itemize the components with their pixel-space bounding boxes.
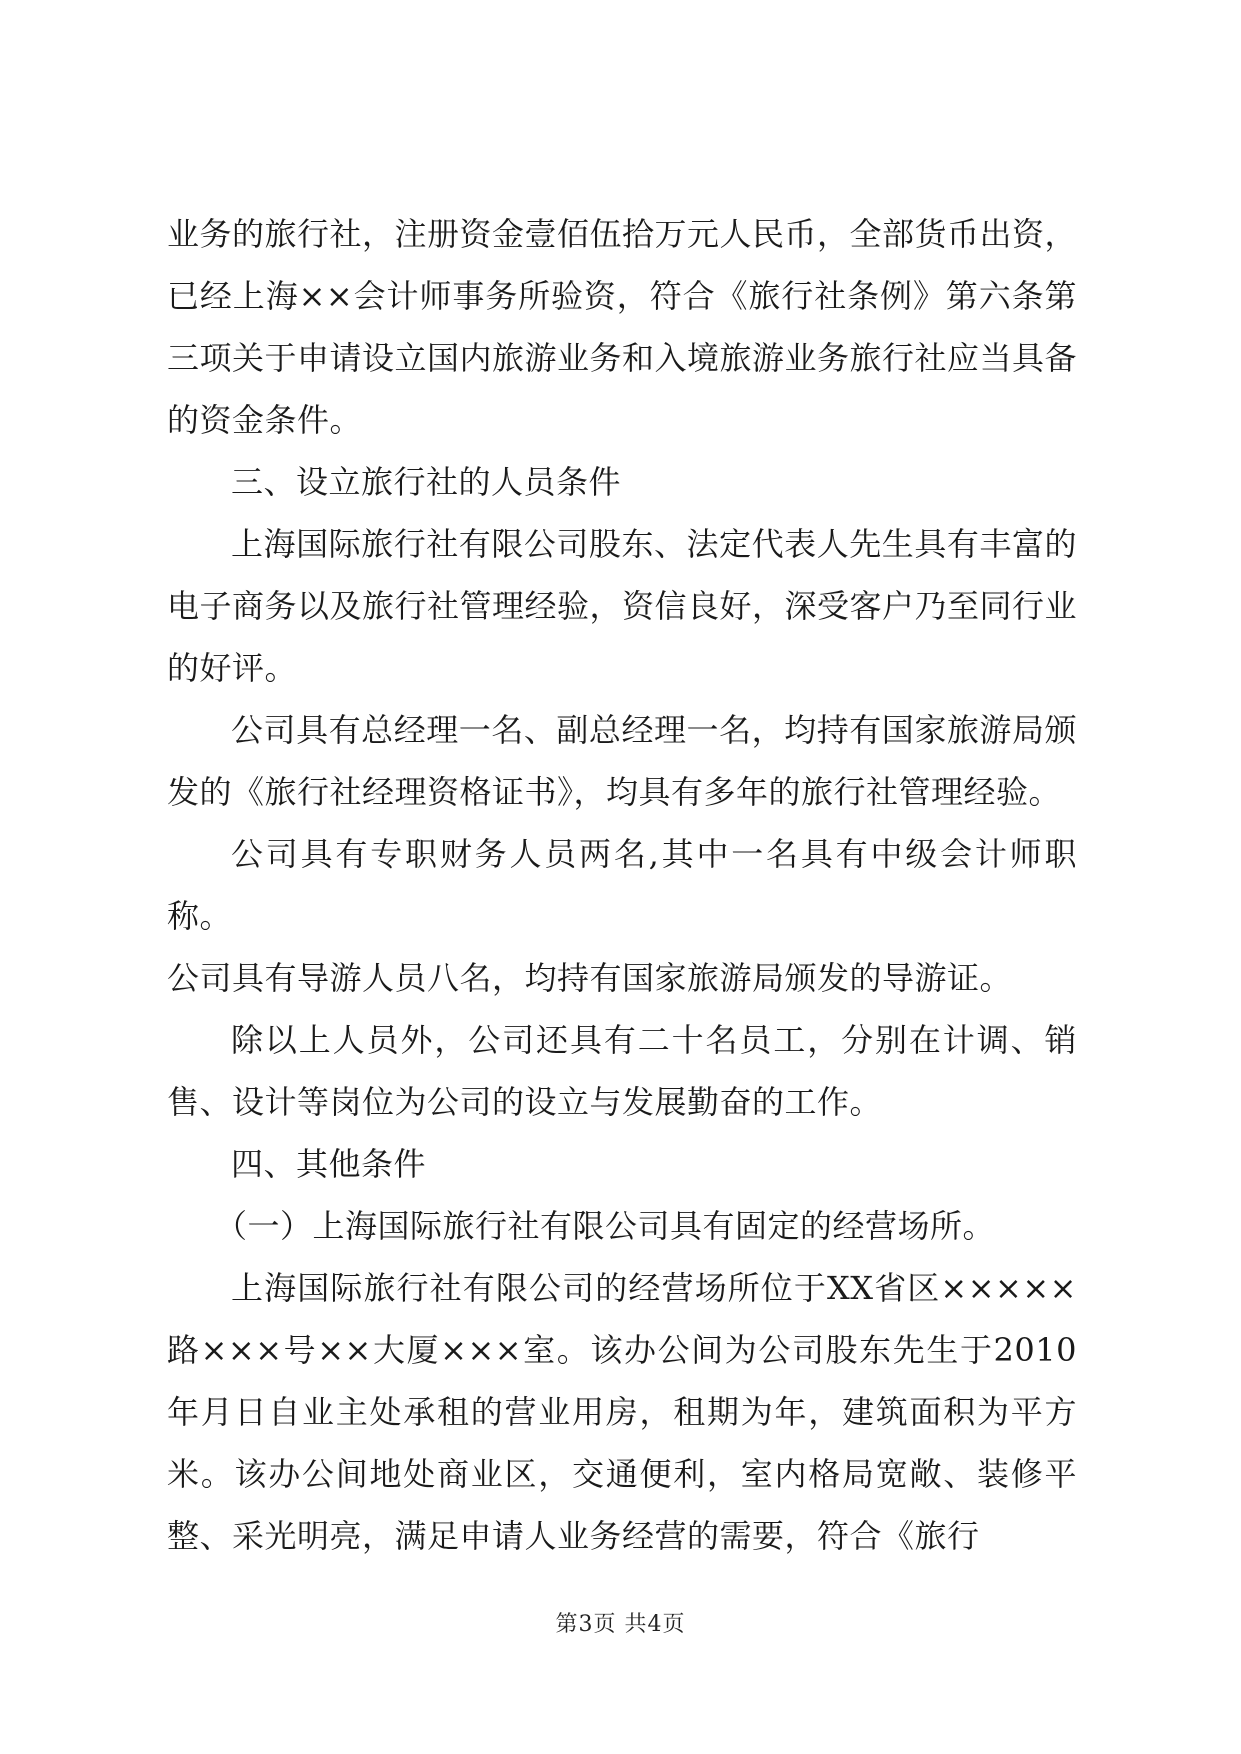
paragraph-finance-staff: 公司具有专职财务人员两名,其中一名具有中级会计师职称。	[167, 835, 1077, 935]
section-heading-other-conditions: 四、其他条件	[231, 1145, 427, 1183]
paragraph-other-staff: 除以上人员外，公司还具有二十名员工，分别在计调、销售、设计等岗位为公司的设立与发展勤奋的工作。	[167, 1021, 1077, 1121]
page-footer: 第3页 共4页	[555, 1612, 686, 1637]
paragraph-premises-details: 上海国际旅行社有限公司的经营场所位于XX省区×××××路×××号××大厦×××室。该办公间为公司股东先生于2010年月日自业主处承租的营业用房，租期为年，建筑面积为平方米。该办公间地处商业区，交通便利，室内格局宽敞、装修平整、采光明亮，满足申请人业务经营的需要，符合《旅行	[167, 1269, 1077, 1555]
paragraph-managers: 公司具有总经理一名、副总经理一名，均持有国家旅游局颁发的《旅行社经理资格证书》，均具有多年的旅行社管理经验。	[167, 711, 1077, 811]
paragraph-tour-guides: 公司具有导游人员八名，均持有国家旅游局颁发的导游证。	[167, 959, 1013, 997]
subsection-heading-premises: （一）上海国际旅行社有限公司具有固定的经营场所。	[215, 1207, 996, 1245]
section-heading-personnel: 三、设立旅行社的人员条件	[231, 463, 622, 501]
paragraph-legal-representative: 上海国际旅行社有限公司股东、法定代表人先生具有丰富的电子商务以及旅行社管理经验，资信良好，深受客户乃至同行业的好评。	[167, 525, 1078, 687]
document-body	[167, 203, 1077, 1567]
paragraph-capital-conditions: 业务的旅行社，注册资金壹佰伍拾万元人民币，全部货币出资，已经上海××会计师事务所验资，符合《旅行社条例》第六条第三项关于申请设立国内旅游业务和入境旅游业务旅行社应当具备的资金条件。	[167, 215, 1078, 439]
